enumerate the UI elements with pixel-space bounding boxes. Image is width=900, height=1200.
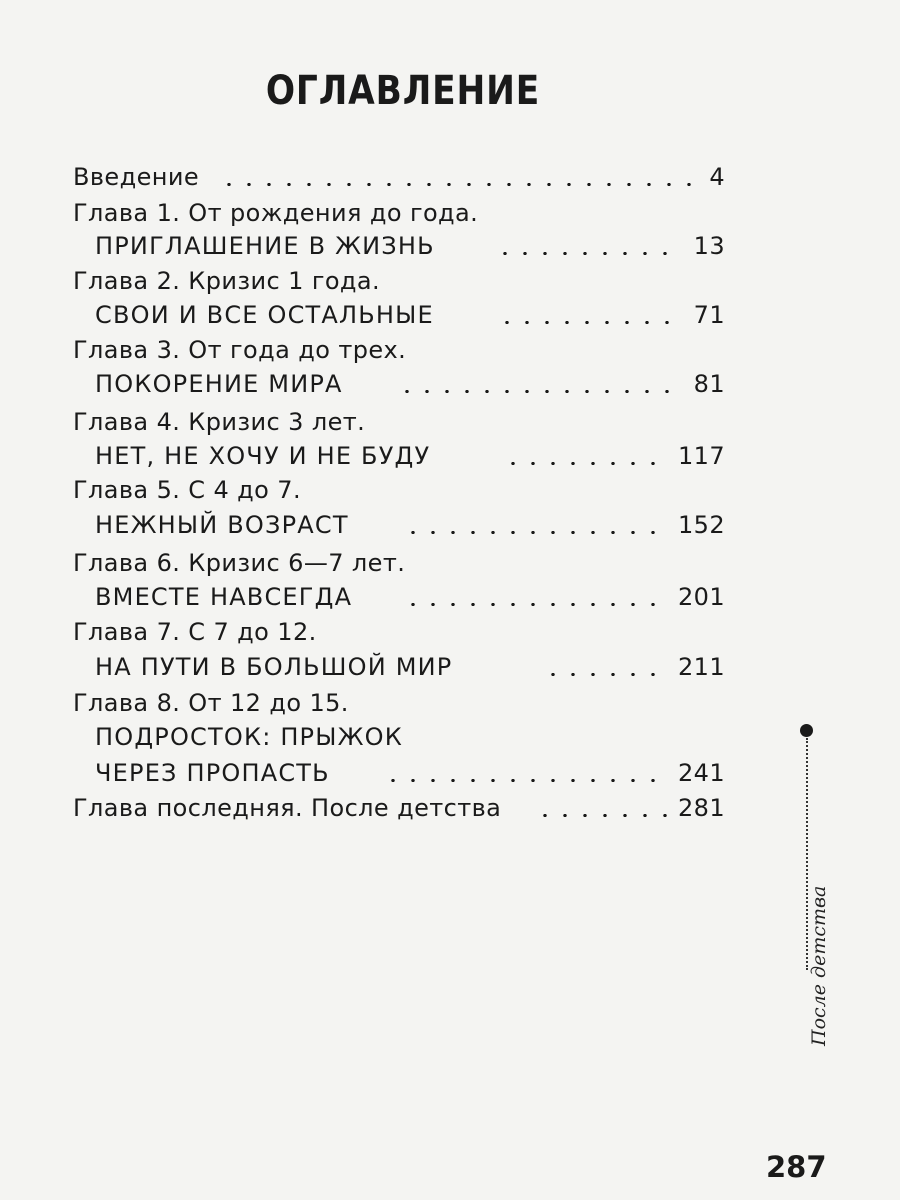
leader-dots <box>547 673 663 676</box>
leader-dots <box>391 390 677 393</box>
leader-dots <box>543 814 675 817</box>
toc-entry: Глава 7. С 7 до 12. <box>73 618 317 646</box>
leader-dots <box>509 462 663 465</box>
toc-entry: Глава 4. Кризис 3 лет. <box>73 408 366 436</box>
toc-entry: ПРИГЛАШЕНИЕ В ЖИЗНЬ 13 <box>95 232 725 260</box>
toc-entry: ЧЕРЕЗ ПРОПАСТЬ 241 <box>95 759 725 787</box>
toc-entry: НЕЖНЫЙ ВОЗРАСТ 152 <box>95 511 725 539</box>
toc-entry: Глава 3. От года до трех. <box>73 336 407 364</box>
toc-entry: Глава 2. Кризис 1 года. <box>73 267 381 295</box>
toc-entry: ПОДРОСТОК: ПРЫЖОК <box>95 723 403 751</box>
toc-entry: НА ПУТИ В БОЛЬШОЙ МИР 211 <box>95 653 725 681</box>
leader-dots <box>495 252 675 255</box>
toc-entry: СВОИ И ВСЕ ОСТАЛЬНЫЕ 71 <box>95 301 725 329</box>
toc-entry: Введение 4 <box>73 163 725 191</box>
toc-entry: Глава последняя. После детства 281 <box>73 794 725 822</box>
toc-entry: НЕТ, НЕ ХОЧУ И НЕ БУДУ 117 <box>95 442 725 470</box>
toc-title: ОГЛАВЛЕНИЕ <box>265 68 541 114</box>
leader-dots <box>399 531 663 534</box>
leader-dots <box>223 183 699 186</box>
leader-dots <box>501 321 677 324</box>
leader-dots <box>379 779 663 782</box>
toc-entry: ПОКОРЕНИЕ МИРА 81 <box>95 370 725 398</box>
leader-dots <box>395 603 663 606</box>
toc-entry: Глава 8. От 12 до 15. <box>73 689 349 717</box>
page-number: 287 <box>766 1150 827 1184</box>
toc-entry: Глава 1. От рождения до года. <box>73 199 479 227</box>
running-head-dot <box>800 724 813 737</box>
toc-entry: Глава 6. Кризис 6—7 лет. <box>73 549 406 577</box>
toc-entry: ВМЕСТЕ НАВСЕГДА 201 <box>95 583 725 611</box>
running-head: После детства <box>808 885 830 1046</box>
toc-entry: Глава 5. С 4 до 7. <box>73 476 301 504</box>
